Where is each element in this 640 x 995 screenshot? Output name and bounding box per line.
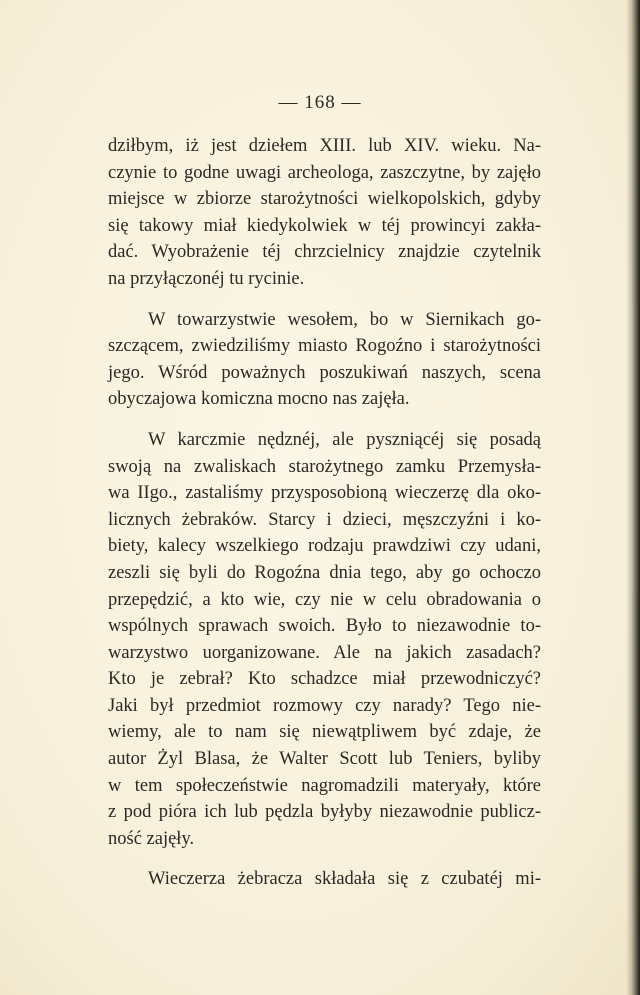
text-line: szczącem, zwiedziliśmy miasto Rogoźno i starożytności xyxy=(108,336,541,357)
text-line: miejsce w zbiorze starożytności wielkopolskich, gdyby xyxy=(108,189,541,210)
text-line: Wieczerza żebracza składała się z czubatéj mi- xyxy=(148,869,541,890)
text-line: w tem społeczeństwie nagromadzili materyały, które xyxy=(108,775,541,796)
paragraph-4 xyxy=(108,866,541,893)
text-line: przepędzić, a kto wie, czy nie w celu obradowania o xyxy=(108,589,541,610)
text-line: zeszli się byli do Rogoźna dnia tego, aby go ochoczo xyxy=(108,562,541,583)
paragraph-2 xyxy=(108,307,541,413)
text-line: swoją na zwaliskach starożytnego zamku Przemysła- xyxy=(108,456,541,477)
text-line: W karczmie nędznéj, ale pyszniącéj się posadą xyxy=(148,429,541,450)
text-line: W towarzystwie wesołem, bo w Siernikach go- xyxy=(148,309,541,330)
text-line: się takowy miał kiedykolwiek w téj prowincyi zakła- xyxy=(108,215,541,236)
paragraph-3 xyxy=(108,427,541,853)
text-line: dać. Wyobrażenie téj chrzcielnicy znajdzie czytelnik xyxy=(108,242,541,263)
text-line: z pod pióra ich lub pędzla byłyby niezawodnie publicz- xyxy=(108,802,541,823)
text-line: biety, kalecy wszelkiego rodzaju prawdziwi czy udani, xyxy=(108,536,541,557)
text-line: Kto je zebrał? Kto schadzce miał przewodniczyć? xyxy=(108,669,541,690)
text-line: ność zajęły. xyxy=(108,828,195,849)
text-line: licznych żebraków. Starcy i dzieci, męszczyźni i ko- xyxy=(108,509,541,530)
text-line: wiemy, ale to nam się niewątpliwem być zdaje, że xyxy=(108,722,541,743)
text-line: dziłbym, iż jest dziełem XIII. lub XIV. wieku. Na- xyxy=(108,136,541,156)
text-line: Jaki był przedmiot rozmowy czy narady? Tego nie- xyxy=(108,695,541,716)
text-line: na przyłączonéj tu rycinie. xyxy=(108,268,305,289)
text-line: autor Żyl Blasa, że Walter Scott lub Teniers, byliby xyxy=(108,749,541,770)
text-line: jego. Wśród poważnych poszukiwań naszych, scena xyxy=(108,362,541,383)
paragraph-1 xyxy=(108,133,541,293)
text-line: czynie to godne uwagi archeologa, zaszczytne, by zajęło xyxy=(108,162,541,183)
text-line: obyczajowa komiczna mocno nas zajęła. xyxy=(108,389,410,410)
page-edge-shadow xyxy=(626,0,640,995)
text-line: wspólnych sprawach swoich. Było to niezawodnie to- xyxy=(108,616,541,637)
text-line: wa IIgo., zastaliśmy przysposobioną wieczerzę dla oko- xyxy=(108,483,541,504)
text-line: warzystwo uorganizowane. Ale na jakich zasadach? xyxy=(108,642,541,663)
body-text xyxy=(108,133,541,893)
page-number: — 168 — xyxy=(278,92,362,113)
